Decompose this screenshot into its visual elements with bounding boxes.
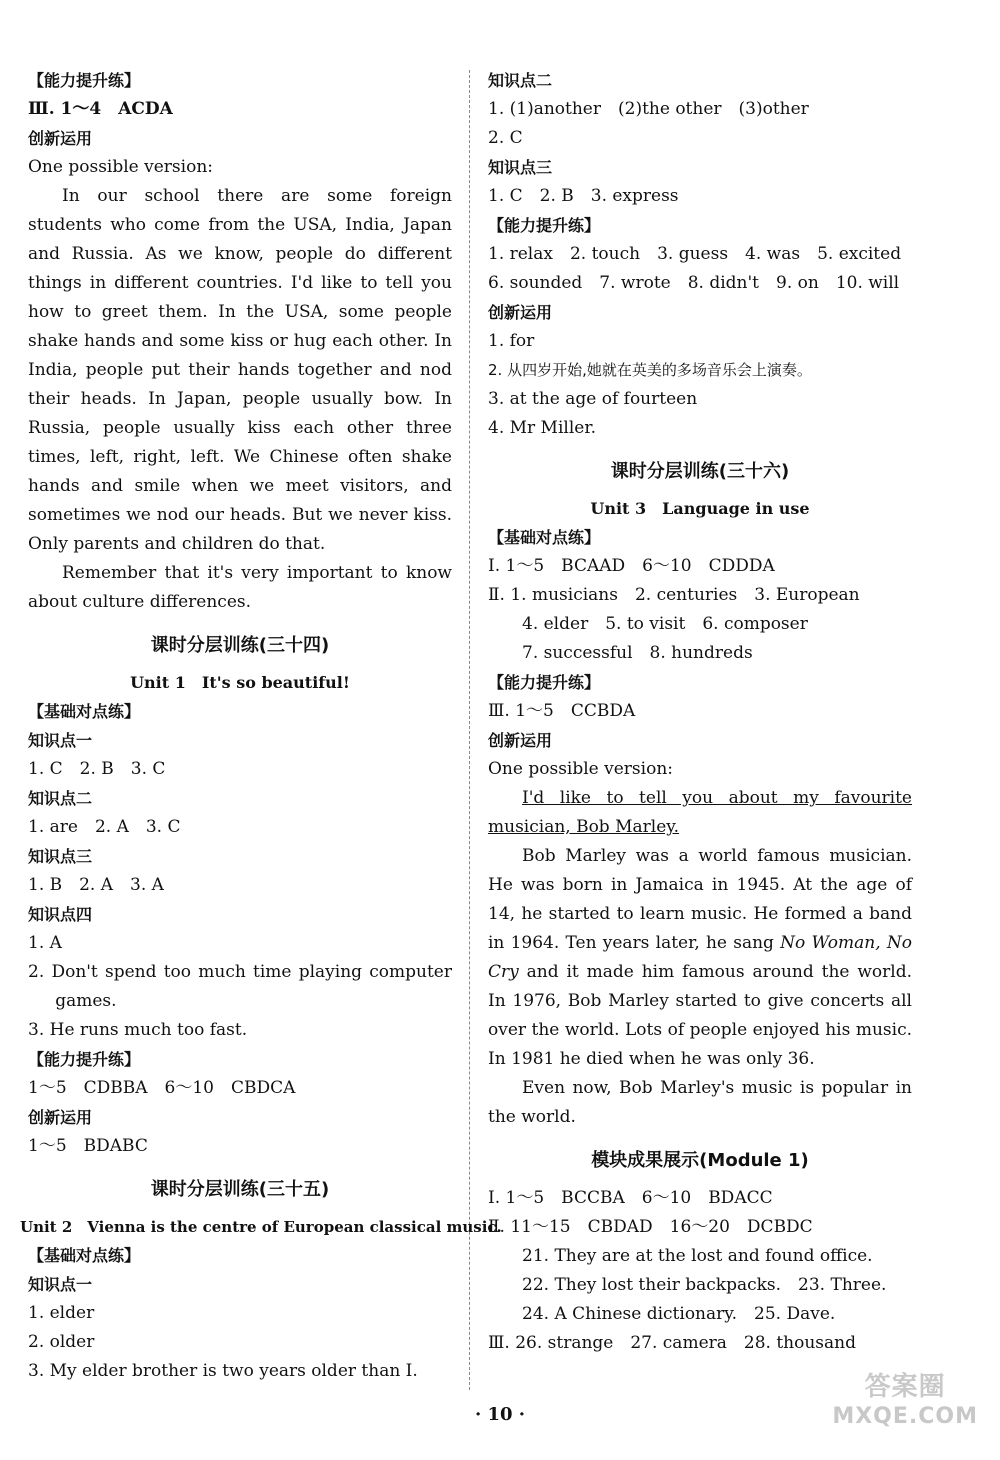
knowledge-point: 知识点三 <box>28 847 93 866</box>
answer-line: Ⅰ. 1～5 BCAAD 6～10 CDDDA <box>488 556 775 576</box>
essay-paragraph: Remember that it's very important to know about culture differences. <box>28 563 452 612</box>
essay-paragraph: Even now, Bob Marley's music is popular in the world. <box>488 1078 912 1127</box>
answer-line: 2. C <box>488 128 523 148</box>
answer-line: Ⅰ. 1～5 BCCBA 6～10 BDACC <box>488 1188 773 1208</box>
answer-line: 3. at the age of fourteen <box>488 389 698 409</box>
unit-title: Unit 3 Language in use <box>590 499 810 518</box>
essay-paragraph: In our school there are some foreign students who come from the USA, India, Japan and Russia. As we know, people do different things in different countries. I'd like to tell you how to greet them. In the USA, some people shake hands and some kiss or hug each other. In India, people put their hands together and nod their heads. In Japan, people usually bow. In Russia, people usually kiss each other three times, left, right, left. We Chinese often shake hands and smile when we meet visitors, and sometimes we nod our heads. But we never kiss. Only parents and children do that. <box>28 186 452 554</box>
answer-line: 2. Don't spend too much time playing computer games. <box>28 962 452 1011</box>
answer-line: 1. are 2. A 3. C <box>28 817 181 837</box>
section-heading: 【能力提升练】 <box>488 673 601 692</box>
section-heading: 创新运用 <box>28 1108 93 1127</box>
answer-line: 4. Mr Miller. <box>488 418 597 438</box>
song-title: No Cry <box>488 933 913 982</box>
answer-line: 22. They lost their backpacks. 23. Three. <box>522 1275 887 1295</box>
section-heading: 【能力提升练】 <box>488 216 601 235</box>
version-label: One possible version: <box>28 157 213 177</box>
essay-title <box>488 784 912 842</box>
answer-line: 1～5 BDABC <box>28 1136 148 1156</box>
knowledge-point: 知识点二 <box>28 789 93 808</box>
watermark-top: 答案圈 <box>864 1372 946 1402</box>
answer-line: 1. relax 2. touch 3. guess 4. was 5. excited <box>488 244 902 264</box>
essay-text: and it made him famous around the world. In 1976, Bob Marley started to give concerts all over the world. Lots of people enjoyed his music. In 1981 he died when he was only 36. <box>488 962 912 1069</box>
knowledge-point: 知识点三 <box>488 158 553 177</box>
knowledge-point: 知识点二 <box>488 71 553 90</box>
answer-line: 1. (1)another (2)the other (3)other <box>488 99 809 119</box>
answer-line: 1. elder <box>28 1303 95 1323</box>
answer-line: 1. C 2. B 3. express <box>488 186 679 206</box>
answer-line: Ⅲ. 1～5 CCBDA <box>488 701 636 721</box>
page-number: · 10 · <box>474 1404 526 1425</box>
song-title: No Woman, <box>780 933 881 953</box>
essay-paragraph <box>488 842 912 1074</box>
answer-line: 1. A <box>28 933 62 953</box>
section-heading: 【基础对点练】 <box>488 528 601 547</box>
unit-title: Unit 1 It's so beautiful! <box>130 673 350 692</box>
section-heading: 创新运用 <box>488 731 553 750</box>
left-column <box>20 66 502 1386</box>
section-heading: 创新运用 <box>28 129 93 148</box>
right-column <box>488 66 912 1358</box>
answer-line: Ⅱ. 11～15 CBDAD 16～20 DCBDC <box>488 1217 813 1237</box>
answer-line: 1～5 CDBBA 6～10 CBDCA <box>28 1078 296 1098</box>
answer-line: 7. successful 8. hundreds <box>522 643 753 663</box>
section-heading: 【能力提升练】 <box>28 1050 141 1069</box>
answer-line: 1. for <box>488 331 535 351</box>
answer-line: 1. B 2. A 3. A <box>28 875 164 895</box>
answer-line: 3. My elder brother is two years older than I. <box>28 1361 418 1381</box>
answer-line: Ⅲ. 1～4 ACDA <box>28 99 173 119</box>
knowledge-point: 知识点一 <box>28 731 93 750</box>
answer-line: 2. older <box>28 1332 95 1352</box>
answer-line: 24. A Chinese dictionary. 25. Dave. <box>522 1304 836 1324</box>
lesson-title: 课时分层训练(三十四) <box>150 635 330 656</box>
column-divider <box>469 70 470 1390</box>
answer-line: Ⅲ. 26. strange 27. camera 28. thousand <box>488 1333 856 1353</box>
unit-title: Unit 2 Vienna is the centre of European classical music. <box>20 1218 502 1236</box>
watermark <box>832 1372 978 1432</box>
section-heading: 【基础对点练】 <box>28 1246 141 1265</box>
answer-line: 21. They are at the lost and found office. <box>522 1246 873 1266</box>
essay-text: Bob Marley was a world famous musician. He was born in Jamaica in 1945. At the age of 14, he started to learn music. He formed a band in 1964. Ten years later, he sang <box>488 846 912 953</box>
lesson-title: 课时分层训练(三十六) <box>610 461 790 482</box>
knowledge-point: 知识点四 <box>28 905 93 924</box>
version-label: One possible version: <box>488 759 673 779</box>
answer-line: 6. sounded 7. wrote 8. didn't 9. on 10. will <box>488 273 900 293</box>
essay-title-text: I'd like to tell you about my favourite musician, Bob Marley. <box>488 788 912 837</box>
section-heading: 【基础对点练】 <box>28 702 141 721</box>
answer-line: 2. 从四岁开始,她就在英美的多场音乐会上演奏。 <box>488 361 812 379</box>
section-heading: 【能力提升练】 <box>28 71 141 90</box>
answer-line: Ⅱ. 1. musicians 2. centuries 3. European <box>488 585 860 605</box>
module-title: 模块成果展示(Module 1) <box>591 1150 809 1171</box>
answer-line: 3. He runs much too fast. <box>28 1020 248 1040</box>
section-heading: 创新运用 <box>488 303 553 322</box>
lesson-title: 课时分层训练(三十五) <box>150 1179 330 1200</box>
watermark-bottom: MXQE.COM <box>832 1404 978 1429</box>
answer-line: 1. C 2. B 3. C <box>28 759 166 779</box>
knowledge-point: 知识点一 <box>28 1275 93 1294</box>
answer-line: 4. elder 5. to visit 6. composer <box>522 614 808 634</box>
